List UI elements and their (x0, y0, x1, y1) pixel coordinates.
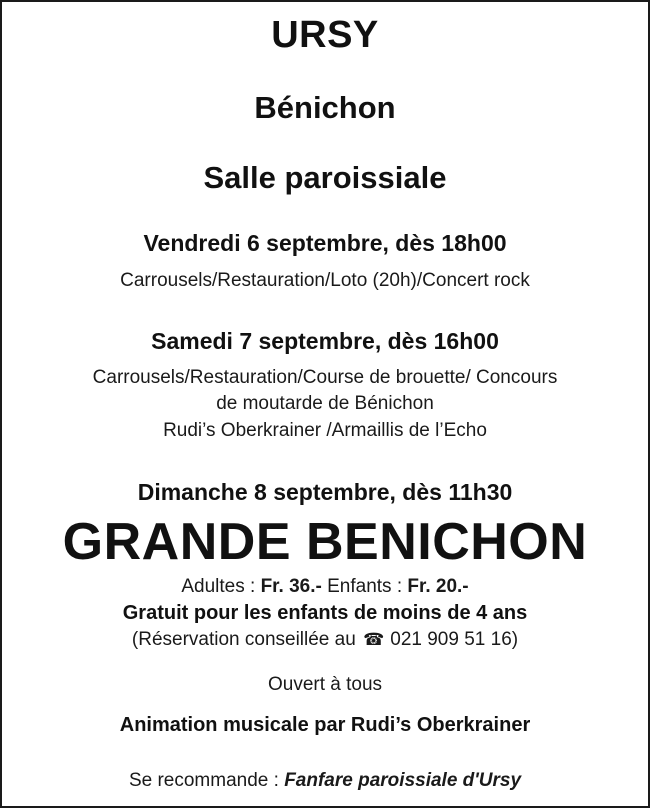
reservation-text: (Réservation conseillée au (131, 629, 356, 650)
saturday-program-line: Carrousels/Restauration/Course de brouette/ Concours (92, 367, 558, 388)
free-children-note: Gratuit pour les enfants de moins de 4 ans (122, 602, 528, 624)
adults-price: Fr. 36.- (260, 576, 322, 597)
organizer-name: Fanfare paroissiale d'Ursy (284, 770, 522, 791)
saturday-program-line: de moutarde de Bénichon (216, 393, 434, 414)
reservation-line (2, 629, 648, 651)
adults-label: Adultes : (181, 576, 261, 597)
phone-number: 021 909 51 16) (390, 629, 519, 650)
event-name: Bénichon (254, 90, 396, 125)
music-animation: Animation musicale par Rudi’s Oberkrainer (119, 714, 531, 736)
open-to-all: Ouvert à tous (267, 674, 383, 695)
sunday-heading: Dimanche 8 septembre, dès 11h30 (137, 479, 513, 505)
children-price: Fr. 20.- (407, 576, 469, 597)
phone-icon: ☎ (363, 630, 385, 649)
town-title: URSY (271, 14, 379, 56)
friday-heading: Vendredi 6 septembre, dès 18h00 (143, 230, 507, 256)
children-label: Enfants : (321, 576, 408, 597)
grande-benichon-title: GRANDE BENICHON (62, 513, 588, 571)
recommend-label: Se recommande : (128, 770, 285, 791)
recommendation-line (2, 770, 648, 792)
venue: Salle paroissiale (203, 160, 447, 195)
price-line (2, 576, 648, 598)
saturday-heading: Samedi 7 septembre, dès 16h00 (151, 328, 499, 354)
saturday-program-line: Rudi’s Oberkrainer /Armaillis de l’Echo (163, 420, 487, 441)
friday-program: Carrousels/Restauration/Loto (20h)/Concert rock (120, 270, 530, 291)
